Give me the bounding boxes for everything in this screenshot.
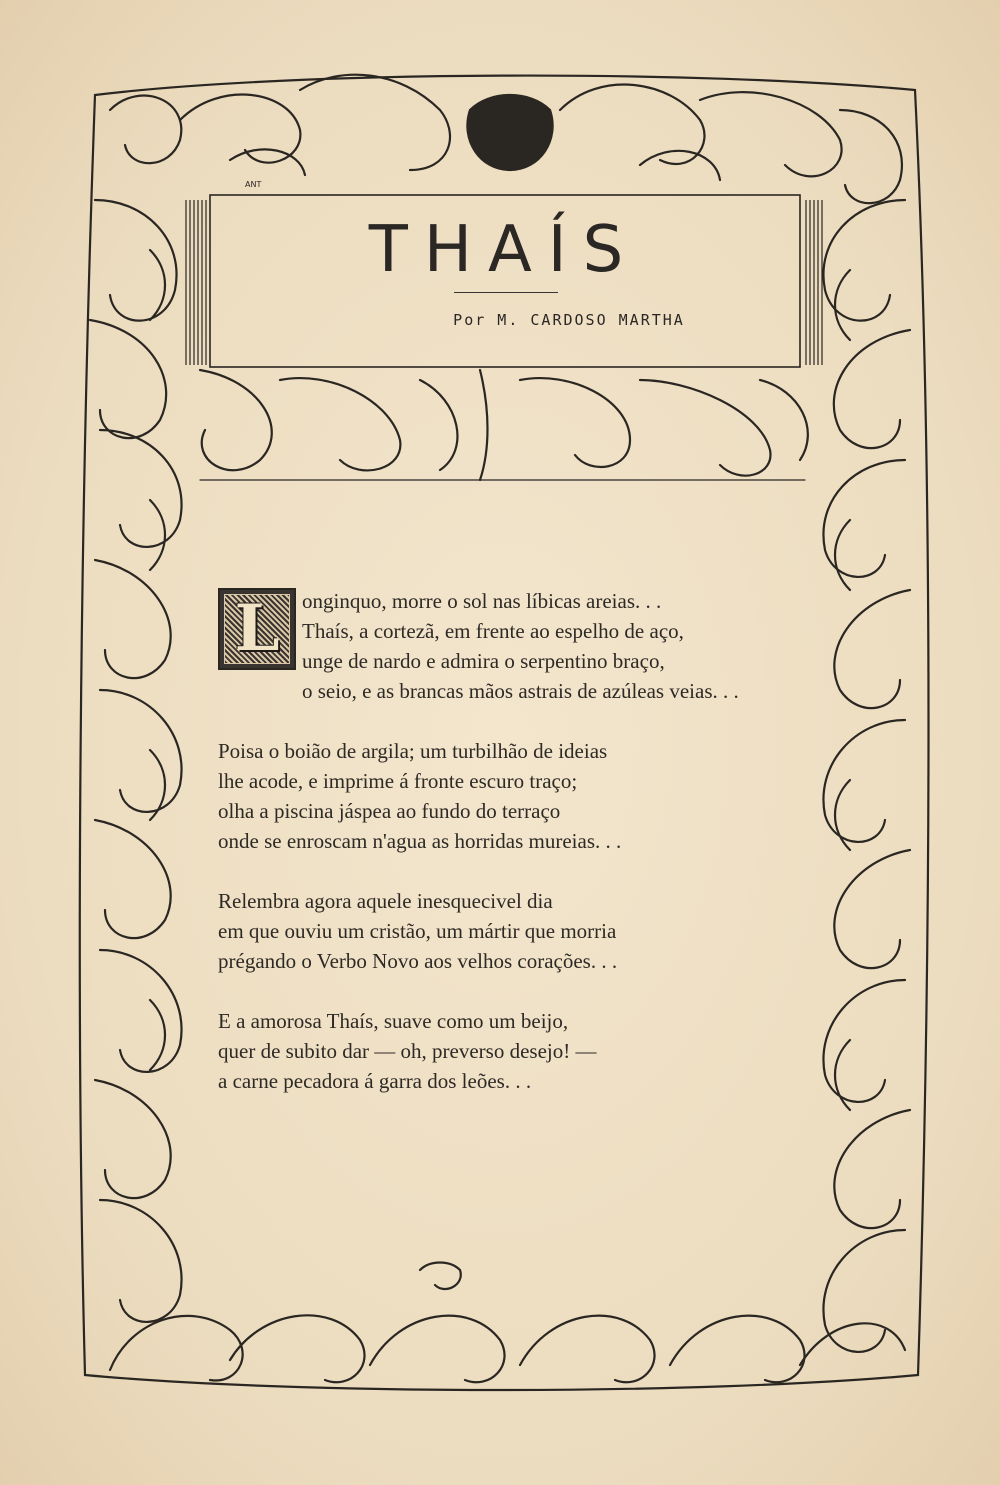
poem-body (218, 586, 818, 1126)
artist-signature: ANT (245, 180, 262, 189)
verse-line: onde se enroscam n'agua as horridas mureias. . . (218, 829, 622, 853)
stanza-1 (218, 586, 818, 706)
poem-title: THAÍS (368, 213, 640, 287)
verse-line: em que ouviu um cristão, um mártir que morria (218, 919, 617, 943)
verse-line: quer de subito dar — oh, preverso desejo! — (218, 1039, 597, 1063)
verse-line: unge de nardo e admira o serpentino braço, (302, 649, 665, 673)
stanza-3 (218, 886, 818, 976)
title-divider (454, 292, 558, 293)
verse-line: Thaís, a cortezã, em frente ao espelho de aço, (302, 619, 684, 643)
stanza-2 (218, 736, 818, 856)
verse-line: E a amorosa Thaís, suave como um beijo, (218, 1009, 569, 1033)
verse-line: o seio, e as brancas mãos astrais de azúleas veias. . . (302, 679, 739, 703)
stanza-4 (218, 1006, 818, 1096)
verse-line: Poisa o boião de argila; um turbilhão de ideias (218, 739, 608, 763)
title-panel (210, 195, 798, 365)
verse-line: prégando o Verbo Novo aos velhos corações. . . (218, 949, 618, 973)
verse-line: lhe acode, e imprime á fronte escuro traço; (218, 769, 578, 793)
verse-line: Relembra agora aquele inesquecivel dia (218, 889, 553, 913)
illuminated-initial-icon (218, 588, 296, 670)
verse-line: onginquo, morre o sol nas líbicas areias. . . (302, 589, 662, 613)
verse-line: a carne pecadora á garra dos leões. . . (218, 1069, 532, 1093)
author-byline: Por M. CARDOSO MARTHA (453, 311, 685, 329)
drop-cap-letter: L (234, 591, 280, 666)
verse-line: olha a piscina jáspea ao fundo do terraço (218, 799, 561, 823)
